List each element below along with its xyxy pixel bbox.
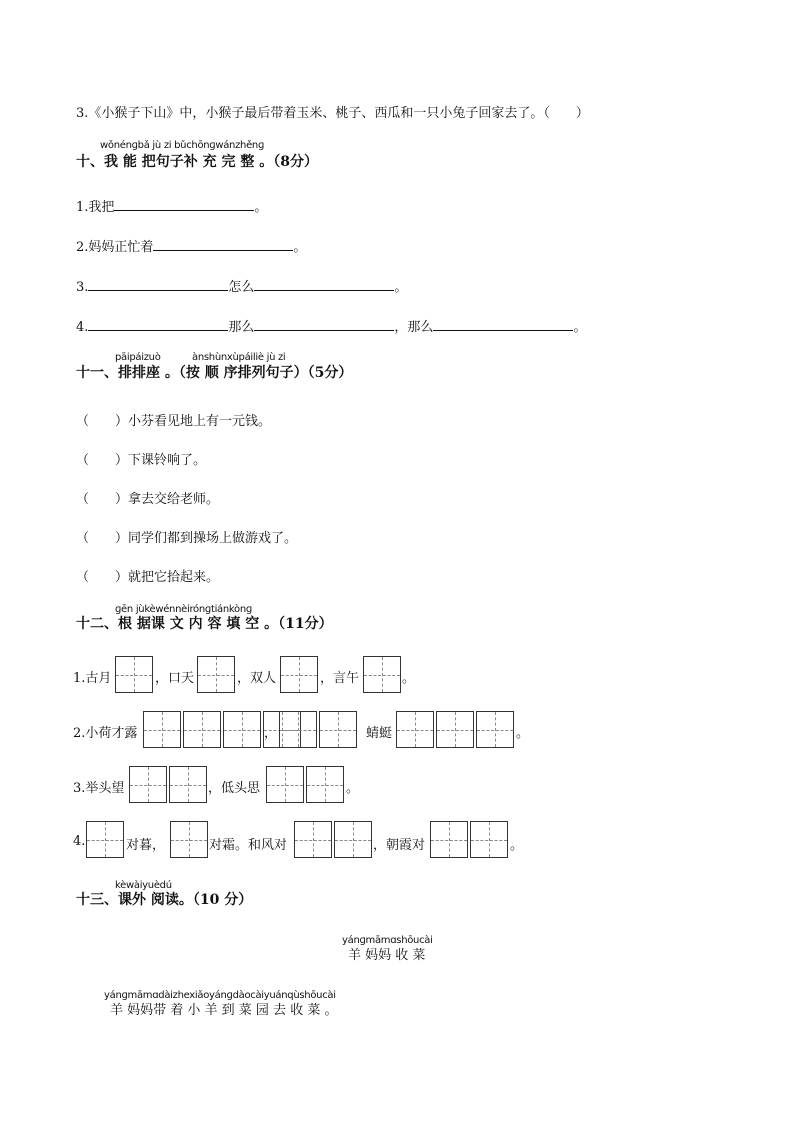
section-11-heading (76, 362, 352, 382)
answer-blank[interactable] (254, 318, 394, 331)
tianzige-box[interactable] (319, 711, 357, 748)
answer-blank[interactable] (153, 238, 293, 251)
fill-grid-3-label-1: 3.举头望 (73, 781, 125, 796)
tianzige-box[interactable] (223, 711, 261, 748)
section-12-heading (76, 613, 333, 633)
fill-grid-3-label-2: ，低头思 (208, 781, 261, 796)
story-line-1-pinyin: yánɡmāmɑdàizhexiǎoyánɡdàocàiyuánqùshōucài (104, 990, 336, 1001)
section-13-number: 十三、 (76, 892, 118, 908)
tianzige-box[interactable] (169, 766, 207, 803)
section-10-heading (76, 151, 318, 171)
order-sentence-5[interactable]: （ ）就把它拾起来。 (76, 570, 220, 585)
answer-blank[interactable] (433, 318, 573, 331)
tianzige-box[interactable] (306, 766, 344, 803)
tianzige-box[interactable] (280, 656, 318, 693)
order-sentence-1[interactable]: （ ）小芬看见地上有一元钱。 (76, 414, 272, 429)
tianzige-box[interactable] (86, 821, 124, 858)
tianzige-box[interactable] (115, 656, 153, 693)
fill-sentence-2-prefix: 2.妈妈正忙着 (76, 240, 154, 255)
tianzige-box[interactable] (334, 821, 372, 858)
fill-sentence-1 (76, 196, 267, 215)
fill-sentence-3-end: 。 (394, 280, 408, 295)
tianzige-box[interactable] (143, 711, 181, 748)
fill-grid-1-label-2: ，口天 (155, 671, 195, 686)
fill-grid-2-end: 。 (516, 726, 530, 741)
fill-grid-2-label-2: 蜻蜓 (366, 726, 393, 741)
tianzige-box[interactable] (197, 656, 235, 693)
tianzige-box[interactable] (363, 656, 401, 693)
fill-grid-4-end: 。 (510, 838, 524, 853)
tianzige-box[interactable] (294, 821, 332, 858)
section-10-number: 十、 (76, 154, 104, 170)
true-false-item-3: 3.《小猴子下山》中，小猴子最后带着玉米、桃子、西瓜和一只小兔子回家去了。（ ） (76, 106, 589, 121)
section-13-title: 课外 阅读。（10 分） (118, 892, 253, 908)
tianzige-box[interactable] (476, 711, 514, 748)
story-line-1: 羊 妈妈带 着 小 羊 到 菜 园 去 收 菜 。 (110, 1003, 338, 1018)
answer-blank[interactable] (88, 318, 228, 331)
answer-blank[interactable] (88, 278, 228, 291)
fill-grid-1-label-3: ，双人 (237, 671, 277, 686)
fill-grid-2-label-1: 2.小荷才露 (73, 726, 138, 741)
order-sentence-3[interactable]: （ ）拿去交给老师。 (76, 492, 220, 507)
fill-grid-1-end: 。 (402, 671, 416, 686)
story-title: 羊 妈妈 收 菜 (348, 948, 426, 963)
fill-sentence-1-end: 。 (254, 200, 268, 215)
section-13-pinyin: kèwàiyuèdú (115, 880, 172, 891)
tianzige-box[interactable] (129, 766, 167, 803)
fill-sentence-4-connector-2: ，那么 (394, 320, 434, 335)
section-11-number: 十一、 (76, 365, 118, 381)
fill-sentence-4-connector: 那么 (228, 320, 255, 335)
fill-sentence-4 (76, 316, 586, 335)
tianzige-box[interactable] (279, 711, 317, 748)
fill-sentence-3-prefix: 3. (76, 280, 89, 295)
tianzige-box[interactable] (396, 711, 434, 748)
section-12-pinyin: ɡēn jùkèwénnèirónɡtiánkònɡ (115, 604, 252, 615)
section-11-pinyin-1: pāipáizuò (115, 352, 161, 363)
fill-sentence-3-connector: 怎么 (228, 280, 255, 295)
fill-sentence-4-prefix: 4. (76, 320, 89, 335)
fill-sentence-2-end: 。 (293, 240, 307, 255)
story-title-pinyin: yánɡmāmɑshōucài (342, 935, 433, 946)
fill-sentence-3 (76, 276, 407, 295)
order-sentence-4[interactable]: （ ）同学们都到操场上做游戏了。 (76, 531, 298, 546)
fill-sentence-1-prefix: 1.我把 (76, 200, 115, 215)
answer-blank[interactable] (254, 278, 394, 291)
fill-grid-4-label-2: 对暮， (126, 838, 166, 853)
section-12-number: 十二、 (76, 616, 118, 632)
fill-grid-2-comma: ， (264, 726, 278, 741)
fill-sentence-4-end: 。 (573, 320, 587, 335)
fill-grid-3-end: 。 (346, 781, 360, 796)
tianzige-box[interactable] (183, 711, 221, 748)
tianzige-box[interactable] (470, 821, 508, 858)
section-13-heading (76, 889, 252, 909)
fill-sentence-2 (76, 236, 306, 255)
order-sentence-2[interactable]: （ ）下课铃响了。 (76, 453, 207, 468)
section-10-pinyin: wǒnénɡbǎ jù zi bǔchōnɡwánzhěnɡ (100, 140, 265, 151)
tianzige-box[interactable] (266, 766, 304, 803)
answer-blank[interactable] (114, 198, 254, 211)
fill-grid-1-label-4: ，言午 (320, 671, 360, 686)
fill-grid-1-label-1: 1.古月 (73, 671, 112, 686)
fill-grid-4-label-4: ，朝霞对 (373, 838, 426, 853)
section-10-title: 我 能 把句子补 充 完 整 。（8分） (104, 154, 318, 170)
section-11-pinyin-2: ànshùnxùpáiliè jù zi (192, 352, 286, 363)
tianzige-box[interactable] (170, 821, 208, 858)
section-12-title: 根 据课 文 内 容 填 空 。（11分） (118, 616, 333, 632)
section-11-title: 排排座 。（按 顺 序排列句子）（5分） (118, 365, 353, 381)
tianzige-box[interactable] (436, 711, 474, 748)
fill-grid-4-label-1: 4. (73, 834, 86, 849)
tianzige-box[interactable] (430, 821, 468, 858)
fill-grid-4-label-3: 对霜。和风对 (209, 838, 288, 853)
